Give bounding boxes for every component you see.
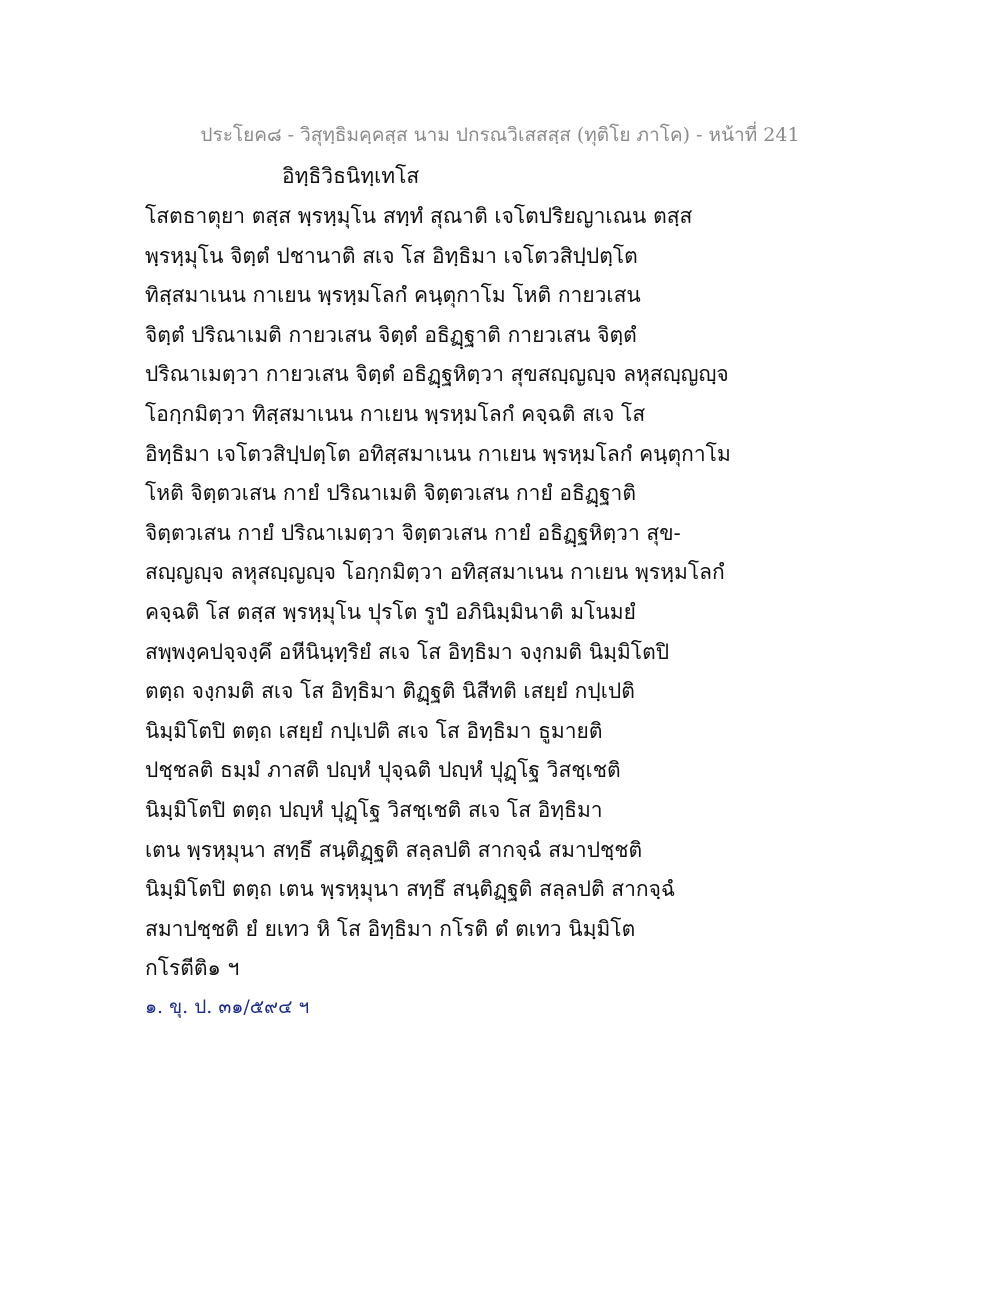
body-line: กโรตีติ๑ ฯ xyxy=(145,956,240,981)
running-header: ประโยค๘ - วิสุทฺธิมคฺคสฺส นาม ปกรณวิเสสสฺส (ทุติโย ภาโค) - หน้าที่ 241 xyxy=(200,124,800,146)
body-line: ปริณาเมตฺวา กายวเสน จิตฺตํ อธิฏฺฐหิตฺวา สุขสญฺญญฺจ ลหุสญฺญญฺจ xyxy=(145,362,729,387)
footnote-reference: ๑. ขุ. ป. ๓๑/๕๙๔ ฯ xyxy=(145,996,310,1018)
body-line: ทิสฺสมาเนน กาเยน พฺรหฺมโลกํ คนฺตุกาโม โหติ กายวเสน xyxy=(145,283,641,308)
body-line: ตตฺถ จงฺกมติ สเจ โส อิทฺธิมา ติฏฺฐติ นิสีทติ เสยฺยํ กปฺเปติ xyxy=(145,679,635,704)
body-line: เตน พฺรหฺมุนา สทฺธึ สนฺติฏฺฐติ สลฺลปติ สากจฺฉํ สมาปชฺชติ xyxy=(145,837,643,862)
body-line: ปชฺชลติ ธมฺมํ ภาสติ ปญฺหํ ปุจฺฉติ ปญฺหํ ปุฏฺโฐ วิสชฺเชติ xyxy=(145,758,621,783)
body-line: อิทฺธิมา เจโตวสิปฺปตฺโต อทิสฺสมาเนน กาเยน พฺรหฺมโลกํ คนฺตุกาโม xyxy=(145,441,731,466)
body-line: คจฺฉติ โส ตสฺส พฺรหฺมุโน ปุรโต รูปํ อภินิมฺมินาติ มโนมยํ xyxy=(145,599,636,624)
body-line: จิตฺตวเสน กายํ ปริณาเมตฺวา จิตฺตวเสน กายํ อธิฏฺฐหิตฺวา สุข- xyxy=(145,520,681,545)
body-line: จิตฺตํ ปริณาเมติ กายวเสน จิตฺตํ อธิฏฺฐาติ กายวเสน จิตฺตํ xyxy=(145,322,637,347)
body-line: โสตธาตุยา ตสฺส พฺรหฺมุโน สทฺทํ สุณาติ เจโตปริยญาเณน ตสฺส xyxy=(145,204,693,228)
body-line: นิมฺมิโตปิ ตตฺถ เตน พฺรหฺมุนา สทฺธึ สนฺติฏฺฐติ สลฺลปติ สากจฺฉํ xyxy=(145,877,676,902)
body-line: พฺรหฺมุโน จิตฺตํ ปชานาติ สเจ โส อิทฺธิมา เจโตวสิปฺปตฺโต xyxy=(145,243,638,268)
body-line: สมาปชฺชติ ยํ ยเทว หิ โส อิทฺธิมา กโรติ ตํ ตเทว นิมฺมิโต xyxy=(145,916,636,941)
body-line: นิมฺมิโตปิ ตตฺถ เสยฺยํ กปฺเปติ สเจ โส อิทฺธิมา ธูมายติ xyxy=(145,718,603,743)
body-line: โหติ จิตฺตวเสน กายํ ปริณาเมติ จิตฺตวเสน กายํ อธิฏฺฐาติ xyxy=(145,481,636,506)
body-line: สพฺพงฺคปจฺจงฺคึ อหีนินฺทฺริยํ สเจ โส อิทฺธิมา จงฺกมติ นิมฺมิโตปิ xyxy=(145,639,670,664)
body-line: นิมฺมิโตปิ ตตฺถ ปญฺหํ ปุฏฺโฐ วิสชฺเชติ สเจ โส อิทฺธิมา xyxy=(145,797,603,822)
body-line: โอกฺกมิตฺวา ทิสฺสมาเนน กาเยน พฺรหฺมโลกํ คจฺฉติ สเจ โส xyxy=(145,401,646,426)
body-line: สญฺญญฺจ ลหุสญฺญญฺจ โอกฺกมิตฺวา อทิสฺสมาเนน กาเยน พฺรหฺมโลกํ xyxy=(145,560,725,585)
body-text xyxy=(145,200,845,992)
section-title: อิทฺธิวิธนิทฺเทโส xyxy=(282,164,420,188)
